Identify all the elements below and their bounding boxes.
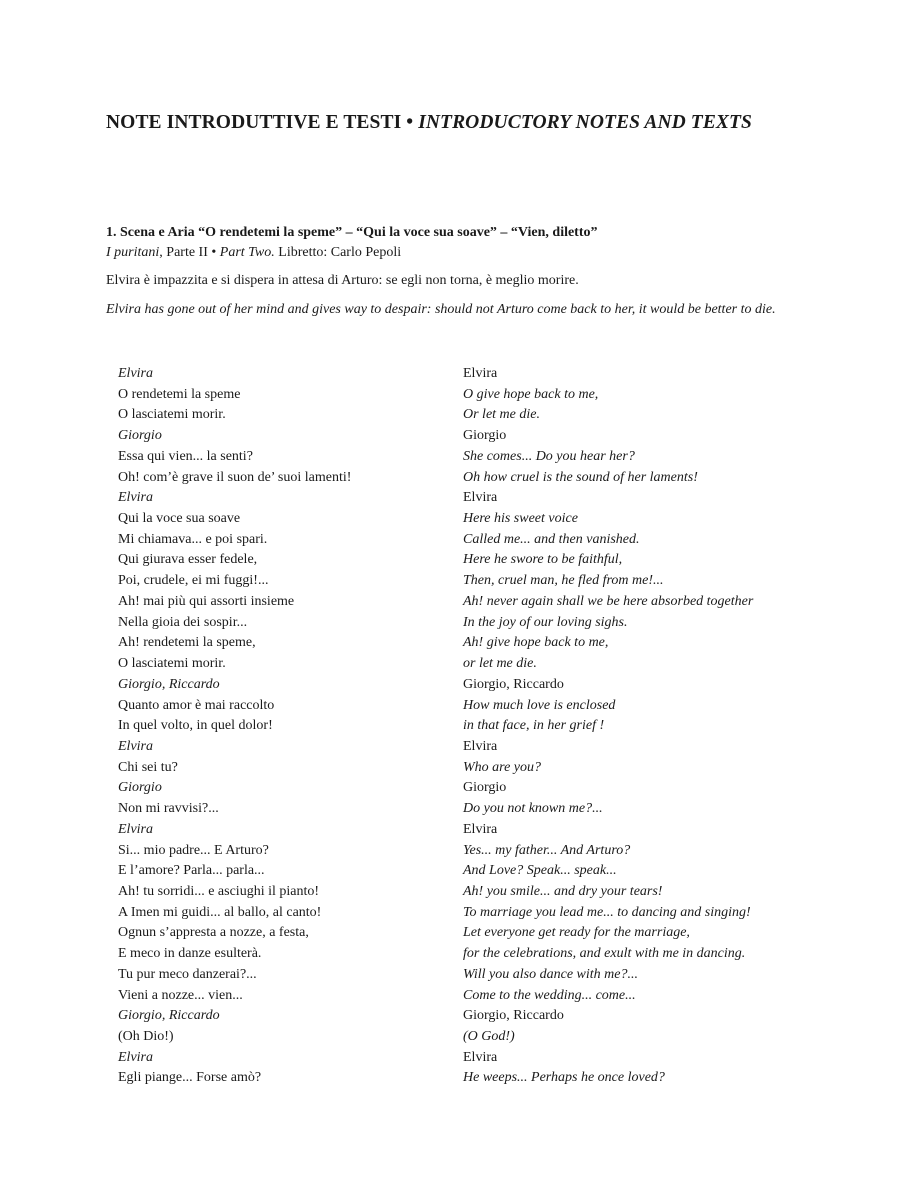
- verse-italian: Ognun s’appresta a nozze, a festa,: [118, 925, 309, 941]
- speaker-name-english: Elvira: [463, 490, 498, 506]
- verse-italian: In quel volto, in quel dolor!: [118, 718, 273, 734]
- verse-english: He weeps... Perhaps he once loved?: [463, 1070, 665, 1086]
- verse-row: [0, 903, 900, 924]
- speaker-name-italian: Giorgio: [118, 428, 162, 444]
- verse-english: Yes... my father... And Arturo?: [463, 842, 631, 858]
- verse-row: [0, 509, 900, 530]
- verse-italian: Si... mio padre... E Arturo?: [118, 842, 269, 858]
- verse-english: Will you also dance with me?...: [463, 966, 638, 982]
- title-separator: •: [406, 112, 414, 133]
- speaker-name-english: Elvira: [463, 738, 498, 754]
- verse-row: [0, 530, 900, 551]
- verse-english: Ah! never again shall we be here absorbed together: [463, 593, 754, 609]
- verse-row: [0, 944, 900, 965]
- verse-italian: Vieni a nozze... vien...: [118, 987, 243, 1003]
- page-title-italian: NOTE INTRODUTTIVE E TESTI: [106, 112, 402, 133]
- verse-row: [0, 716, 900, 737]
- verse-row: [0, 986, 900, 1007]
- page-title-english: INTRODUCTORY NOTES AND TEXTS: [418, 112, 752, 133]
- speaker-name-italian: Elvira: [118, 821, 153, 837]
- speaker-name-italian: Elvira: [118, 490, 153, 506]
- verse-row: [0, 468, 900, 489]
- verse-italian: Ah! mai più qui assorti insieme: [118, 593, 295, 609]
- verse-italian: A Imen mi guidi... al ballo, al canto!: [118, 904, 322, 920]
- verse-row: [0, 447, 900, 468]
- section-source: [106, 245, 401, 261]
- verse-italian: Egli piange... Forse amò?: [118, 1070, 262, 1086]
- speaker-name-italian: Elvira: [118, 366, 153, 381]
- opera-title: I puritani: [106, 245, 160, 260]
- verse-row: [0, 1068, 900, 1089]
- verse-english: And Love? Speak... speak...: [463, 863, 617, 879]
- verse-italian: Qui la voce sua soave: [118, 511, 241, 527]
- verse-english: or let me die.: [463, 656, 537, 672]
- verse-row: [0, 550, 900, 571]
- verse-italian: Nella gioia dei sospir...: [118, 614, 248, 630]
- verse-english: Who are you?: [463, 759, 542, 775]
- speaker-row: [0, 675, 900, 696]
- verse-italian: E l’amore? Parla... parla...: [118, 863, 265, 879]
- verse-english: Come to the wedding... come...: [463, 987, 636, 1003]
- source-part-english: Part Two.: [219, 245, 275, 260]
- verse-english: Do you not known me?...: [463, 801, 603, 817]
- speaker-row: [0, 1048, 900, 1069]
- speaker-name-italian: Giorgio: [118, 780, 162, 796]
- speaker-name-english: Elvira: [463, 1049, 498, 1065]
- verse-row: [0, 613, 900, 634]
- verse-italian: Non mi ravvisi?...: [118, 801, 219, 817]
- verse-row: [0, 633, 900, 654]
- verse-english: Oh how cruel is the sound of her laments!: [463, 469, 698, 485]
- verse-italian: Essa qui vien... la senti?: [118, 448, 253, 464]
- verse-italian: Quanto amor è mai raccolto: [118, 697, 275, 713]
- verse-english: Ah! you smile... and dry your tears!: [463, 883, 663, 899]
- verse-row: [0, 405, 900, 426]
- verse-row: [0, 1027, 900, 1048]
- libretto-credit: Libretto: Carlo Pepoli: [278, 245, 402, 260]
- verse-row: [0, 592, 900, 613]
- verse-italian: Tu pur meco danzerai?...: [118, 966, 257, 982]
- verse-italian: Chi sei tu?: [118, 759, 178, 775]
- source-part-italian: , Parte II •: [159, 245, 217, 260]
- verse-english: Then, cruel man, he fled from me!...: [463, 573, 664, 589]
- verse-english: In the joy of our loving sighs.: [463, 614, 628, 630]
- verse-italian: Ah! rendetemi la speme,: [118, 635, 256, 651]
- verse-row: [0, 923, 900, 944]
- verse-row: [0, 965, 900, 986]
- verse-row: [0, 571, 900, 592]
- synopsis-italian: Elvira è impazzita e si dispera in attesa di Arturo: se egli non torna, è meglio morire.: [106, 273, 579, 288]
- speaker-name-english: Elvira: [463, 366, 498, 381]
- verse-row: [0, 882, 900, 903]
- verse-english: Here he swore to be faithful,: [463, 552, 623, 568]
- verse-italian: (Oh Dio!): [118, 1029, 174, 1044]
- speaker-name-english: Giorgio: [463, 428, 507, 444]
- verse-english: To marriage you lead me... to dancing and singing!: [463, 904, 751, 920]
- verse-english: (O God!): [463, 1029, 515, 1044]
- verse-row: [0, 654, 900, 675]
- page-title: [106, 112, 752, 134]
- verse-italian: O lasciatemi morir.: [118, 407, 226, 423]
- speaker-row: [0, 488, 900, 509]
- verse-italian: O rendetemi la speme: [118, 386, 241, 402]
- speaker-name-english: Giorgio: [463, 780, 507, 796]
- section-heading: 1. Scena e Aria “O rendetemi la speme” – “Qui la voce sua soave” – “Vien, diletto”: [106, 225, 598, 240]
- verse-italian: Poi, crudele, ei mi fuggi!...: [118, 573, 269, 589]
- verse-english: How much love is enclosed: [463, 697, 616, 713]
- speaker-row: [0, 778, 900, 799]
- verse-english: O give hope back to me,: [463, 386, 599, 402]
- speaker-row: [0, 426, 900, 447]
- speaker-name-italian: Giorgio, Riccardo: [118, 676, 220, 692]
- verse-english: Here his sweet voice: [463, 511, 578, 527]
- verse-english: Ah! give hope back to me,: [463, 635, 609, 651]
- verse-english: Called me... and then vanished.: [463, 531, 640, 547]
- verse-italian: O lasciatemi morir.: [118, 656, 226, 672]
- speaker-name-english: Giorgio, Riccardo: [463, 1008, 564, 1024]
- verse-italian: Oh! com’è grave il suon de’ suoi lamenti!: [118, 469, 352, 485]
- verse-italian: Mi chiamava... e poi spari.: [118, 531, 268, 547]
- verse-italian: Ah! tu sorridi... e asciughi il pianto!: [118, 883, 320, 899]
- speaker-name-english: Elvira: [463, 821, 498, 837]
- speaker-row: [0, 1006, 900, 1027]
- verse-row: [0, 385, 900, 406]
- speaker-row: [0, 820, 900, 841]
- verse-row: [0, 841, 900, 862]
- speaker-row: [0, 364, 900, 385]
- verse-row: [0, 861, 900, 882]
- synopsis-english: Elvira has gone out of her mind and gives way to despair: should not Arturo come back to her, it would be better to die.: [106, 302, 776, 317]
- verse-row: [0, 758, 900, 779]
- speaker-row: [0, 737, 900, 758]
- verse-row: [0, 696, 900, 717]
- verse-english: Let everyone get ready for the marriage,: [463, 925, 690, 941]
- verse-english: in that face, in her grief !: [463, 718, 605, 734]
- libretto-text: [0, 364, 900, 1089]
- verse-english: for the celebrations, and exult with me in dancing.: [463, 946, 746, 962]
- speaker-name-italian: Elvira: [118, 1049, 153, 1065]
- verse-english: She comes... Do you hear her?: [463, 448, 635, 464]
- verse-row: [0, 799, 900, 820]
- verse-italian: Qui giurava esser fedele,: [118, 552, 258, 568]
- verse-english: Or let me die.: [463, 407, 540, 423]
- speaker-name-english: Giorgio, Riccardo: [463, 676, 564, 692]
- speaker-name-italian: Giorgio, Riccardo: [118, 1008, 220, 1024]
- speaker-name-italian: Elvira: [118, 738, 153, 754]
- verse-italian: E meco in danze esulterà.: [118, 946, 262, 962]
